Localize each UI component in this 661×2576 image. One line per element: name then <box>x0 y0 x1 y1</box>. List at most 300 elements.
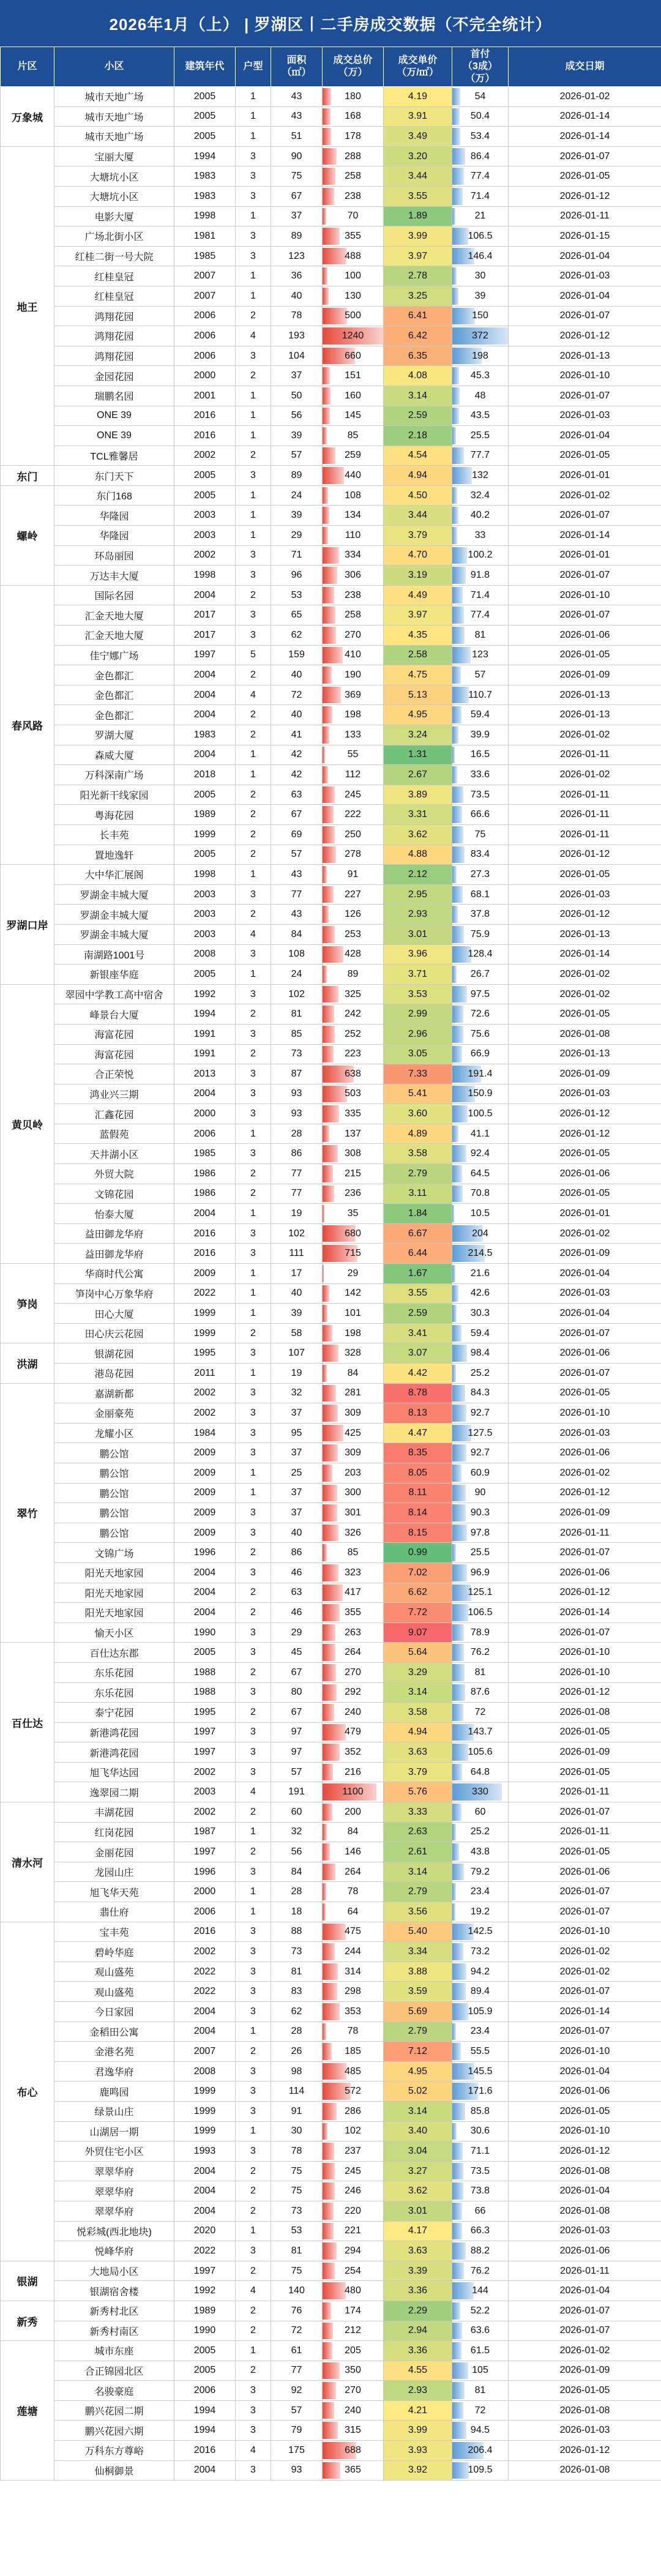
community-cell: 宝丽大厦 <box>54 146 174 166</box>
build-year-cell: 2016 <box>174 1223 236 1244</box>
total-price-cell <box>323 1244 384 1264</box>
down-payment-cell <box>452 1703 509 1723</box>
community-cell: 佳宁娜广场 <box>54 645 174 665</box>
total-price-value: 660 <box>345 350 361 361</box>
total-price-cell <box>323 87 384 107</box>
table-row <box>1 1304 661 1324</box>
down-payment-cell <box>452 1942 509 1962</box>
build-year-cell: 1998 <box>174 865 236 885</box>
community-cell: 君逸华府 <box>54 2061 174 2081</box>
build-year-cell: 2016 <box>174 406 236 426</box>
down-payment-value: 41.1 <box>470 1128 490 1139</box>
layout-cell: 3 <box>236 605 271 625</box>
layout-cell: 1 <box>236 206 271 226</box>
layout-cell: 3 <box>236 1104 271 1124</box>
layout-cell: 3 <box>236 1922 271 1942</box>
total-price-cell <box>323 1164 384 1184</box>
deal-date-cell: 2026-01-12 <box>509 1124 661 1144</box>
total-price-value: 288 <box>345 151 361 162</box>
build-year-cell: 2000 <box>174 1882 236 1902</box>
area-cell: 45 <box>271 1643 323 1663</box>
total-price-value: 178 <box>345 130 361 141</box>
deal-date-cell: 2026-01-05 <box>509 2101 661 2121</box>
down-payment-cell <box>452 1343 509 1364</box>
table-row <box>1 2460 661 2481</box>
down-payment-cell <box>452 1762 509 1782</box>
district-cell: 东门 <box>1 466 54 486</box>
community-cell: 置地逸轩 <box>54 845 174 865</box>
total-price-value: 355 <box>345 230 361 241</box>
table-row <box>1 485 661 506</box>
area-cell: 17 <box>271 1264 323 1284</box>
community-cell: 万科深南广场 <box>54 765 174 785</box>
total-price-cell <box>323 2022 384 2042</box>
community-cell: 万达丰大厦 <box>54 566 174 586</box>
table-row <box>1 146 661 166</box>
layout-cell: 4 <box>236 1782 271 1802</box>
table-row <box>1 1483 661 1503</box>
deal-date-cell: 2026-01-08 <box>509 2201 661 2221</box>
build-year-cell: 1984 <box>174 1423 236 1443</box>
deal-date-cell: 2026-01-07 <box>509 386 661 406</box>
area-cell: 79 <box>271 2421 323 2441</box>
deal-date-cell: 2026-01-11 <box>509 824 661 845</box>
layout-cell: 3 <box>236 1064 271 1085</box>
community-cell: 文锦广场 <box>54 1543 174 1563</box>
unit-price-cell: 4.35 <box>384 625 452 646</box>
total-price-cell <box>323 1204 384 1224</box>
down-payment-cell <box>452 705 509 725</box>
unit-price-cell: 5.02 <box>384 2081 452 2102</box>
community-cell: 鸿业兴三期 <box>54 1084 174 1104</box>
community-cell: 益田御龙华府 <box>54 1244 174 1264</box>
total-price-cell <box>323 2061 384 2081</box>
table-row <box>1 965 661 985</box>
community-cell: 鸿翔花园 <box>54 306 174 326</box>
total-price-cell <box>323 406 384 426</box>
area-cell: 108 <box>271 944 323 965</box>
table-row <box>1 1503 661 1523</box>
deal-date-cell: 2026-01-03 <box>509 2421 661 2441</box>
down-payment-cell <box>452 1742 509 1763</box>
area-cell: 43 <box>271 905 323 925</box>
deal-date-cell: 2026-01-08 <box>509 2400 661 2421</box>
total-price-value: 198 <box>345 709 361 720</box>
total-price-cell <box>323 1283 384 1304</box>
total-price-value: 572 <box>345 2086 361 2097</box>
community-cell: 新港鸿花园 <box>54 1722 174 1742</box>
total-price-value: 323 <box>345 1567 361 1578</box>
total-price-cell <box>323 1622 384 1643</box>
total-price-value: 325 <box>345 988 361 999</box>
layout-cell: 4 <box>236 326 271 346</box>
down-payment-value: 40.2 <box>470 510 490 521</box>
down-payment-cell <box>452 605 509 625</box>
build-year-cell: 2005 <box>174 87 236 107</box>
total-price-cell <box>323 1044 384 1064</box>
table-row <box>1 1543 661 1563</box>
header-district: 片区 <box>1 47 54 87</box>
community-cell: 电影大厦 <box>54 206 174 226</box>
unit-price-cell: 2.59 <box>384 406 452 426</box>
layout-cell: 1 <box>236 1124 271 1144</box>
layout-cell: 3 <box>236 1942 271 1962</box>
down-payment-value: 105.6 <box>468 1747 493 1758</box>
down-payment-value: 64.8 <box>470 1766 490 1777</box>
build-year-cell: 1988 <box>174 1662 236 1682</box>
total-price-cell <box>323 1024 384 1044</box>
deal-date-cell: 2026-01-03 <box>509 266 661 286</box>
community-cell: 罗湖金丰城大厦 <box>54 884 174 905</box>
down-payment-cell <box>452 166 509 187</box>
down-payment-value: 85.8 <box>470 2105 490 2116</box>
down-payment-value: 83.4 <box>470 849 490 860</box>
down-payment-cell <box>452 1463 509 1483</box>
table-row <box>1 905 661 925</box>
build-year-cell: 2005 <box>174 2341 236 2361</box>
community-cell: 城市天地广场 <box>54 106 174 127</box>
table-row <box>1 1583 661 1603</box>
area-cell: 77 <box>271 2361 323 2381</box>
table-row <box>1 1364 661 1384</box>
layout-cell: 3 <box>236 1643 271 1663</box>
district-cell: 地王 <box>1 146 54 466</box>
community-cell: 龙园山庄 <box>54 1862 174 1882</box>
deal-date-cell: 2026-01-04 <box>509 1304 661 1324</box>
build-year-cell: 2022 <box>174 1982 236 2002</box>
deal-date-cell: 2026-01-09 <box>509 1244 661 1264</box>
area-cell: 88 <box>271 1922 323 1942</box>
unit-price-cell: 3.36 <box>384 2341 452 2361</box>
down-payment-value: 81 <box>474 1667 486 1678</box>
deal-date-cell: 2026-01-12 <box>509 2141 661 2162</box>
build-year-cell: 2008 <box>174 2061 236 2081</box>
total-price-value: 314 <box>345 1966 361 1977</box>
area-cell: 24 <box>271 965 323 985</box>
total-price-cell <box>323 1662 384 1682</box>
layout-cell: 2 <box>236 1703 271 1723</box>
community-cell: 蓝假苑 <box>54 1124 174 1144</box>
total-price-cell <box>323 1084 384 1104</box>
area-cell: 37 <box>271 1403 323 1424</box>
community-cell: 新银座华庭 <box>54 965 174 985</box>
table-row <box>1 1024 661 1044</box>
build-year-cell: 2007 <box>174 286 236 306</box>
down-payment-cell <box>452 1124 509 1144</box>
down-payment-value: 73.8 <box>470 2186 490 2197</box>
total-price-value: 89 <box>347 968 359 979</box>
table-row <box>1 2241 661 2261</box>
district-cell: 百仕达 <box>1 1643 54 1802</box>
total-price-cell <box>323 965 384 985</box>
layout-cell: 1 <box>236 2341 271 2361</box>
deal-date-cell: 2026-01-07 <box>509 2321 661 2341</box>
build-year-cell: 1994 <box>174 146 236 166</box>
community-cell: 鹿鸣园 <box>54 2081 174 2102</box>
down-payment-value: 25.2 <box>470 1367 490 1378</box>
table-row <box>1 824 661 845</box>
down-payment-value: 42.6 <box>470 1288 490 1299</box>
total-price-cell <box>323 1643 384 1663</box>
table-row <box>1 87 661 107</box>
down-payment-cell <box>452 984 509 1004</box>
down-payment-value: 39.9 <box>470 729 490 740</box>
down-payment-cell <box>452 2061 509 2081</box>
deal-date-cell: 2026-01-09 <box>509 2361 661 2381</box>
total-price-cell <box>323 1304 384 1324</box>
down-payment-cell <box>452 2002 509 2022</box>
total-price-value: 294 <box>345 2245 361 2256</box>
down-payment-cell <box>452 2381 509 2401</box>
community-cell: 阳光新干线家园 <box>54 785 174 805</box>
total-price-value: 221 <box>345 2225 361 2236</box>
down-payment-value: 78.9 <box>470 1627 490 1638</box>
area-cell: 40 <box>271 1283 323 1304</box>
layout-cell: 3 <box>236 944 271 965</box>
area-cell: 46 <box>271 1603 323 1623</box>
area-cell: 37 <box>271 366 323 386</box>
down-payment-value: 73.5 <box>470 789 490 800</box>
total-price-value: 298 <box>345 1986 361 1997</box>
area-cell: 36 <box>271 266 323 286</box>
total-price-cell <box>323 266 384 286</box>
down-payment-value: 52.2 <box>470 2305 490 2316</box>
community-cell: 山湖居一期 <box>54 2121 174 2141</box>
deal-date-cell: 2026-01-10 <box>509 2121 661 2141</box>
build-year-cell: 2005 <box>174 2361 236 2381</box>
down-payment-value: 30.3 <box>470 1308 490 1319</box>
build-year-cell: 2006 <box>174 346 236 366</box>
total-price-value: 242 <box>345 1009 361 1020</box>
down-payment-cell <box>452 87 509 107</box>
table-row <box>1 1622 661 1643</box>
table-row <box>1 1403 661 1424</box>
unit-price-cell: 1.84 <box>384 1204 452 1224</box>
community-cell: 南湖路1001号 <box>54 944 174 965</box>
area-cell: 75 <box>271 2261 323 2281</box>
layout-cell: 2 <box>236 2181 271 2201</box>
build-year-cell: 1997 <box>174 2261 236 2281</box>
build-year-cell: 1997 <box>174 1842 236 1862</box>
down-payment-cell <box>452 246 509 266</box>
deal-date-cell: 2026-01-08 <box>509 1703 661 1723</box>
area-cell: 40 <box>271 286 323 306</box>
total-price-cell <box>323 1403 384 1424</box>
build-year-cell: 2008 <box>174 944 236 965</box>
deal-date-cell: 2026-01-11 <box>509 206 661 226</box>
total-price-cell <box>323 1503 384 1523</box>
build-year-cell: 1999 <box>174 824 236 845</box>
deal-date-cell: 2026-01-03 <box>509 406 661 426</box>
total-price-cell <box>323 386 384 406</box>
area-cell: 191 <box>271 1782 323 1802</box>
table-row <box>1 845 661 865</box>
table-row <box>1 1762 661 1782</box>
unit-price-cell: 6.42 <box>384 326 452 346</box>
deal-date-cell: 2026-01-02 <box>509 87 661 107</box>
unit-price-cell: 3.29 <box>384 1662 452 1682</box>
down-payment-cell <box>452 466 509 486</box>
total-price-cell <box>323 1583 384 1603</box>
total-price-cell <box>323 2321 384 2341</box>
deal-date-cell: 2026-01-10 <box>509 585 661 605</box>
deal-date-cell: 2026-01-11 <box>509 1782 661 1802</box>
layout-cell: 1 <box>236 1902 271 1922</box>
build-year-cell: 1990 <box>174 2321 236 2341</box>
unit-price-cell: 3.96 <box>384 944 452 965</box>
total-price-value: 142 <box>345 1288 361 1299</box>
district-cell: 笋岗 <box>1 1264 54 1343</box>
total-price-cell <box>323 725 384 745</box>
table-row <box>1 1703 661 1723</box>
area-cell: 39 <box>271 426 323 446</box>
unit-price-cell: 1.89 <box>384 206 452 226</box>
total-price-value: 258 <box>345 171 361 182</box>
down-payment-cell <box>452 1902 509 1922</box>
down-payment-value: 60 <box>474 1806 486 1817</box>
table-row <box>1 446 661 466</box>
layout-cell: 1 <box>236 106 271 127</box>
total-price-cell <box>323 605 384 625</box>
down-payment-value: 105.9 <box>468 2006 493 2017</box>
layout-cell: 2 <box>236 805 271 825</box>
down-payment-value: 94.5 <box>470 2425 490 2436</box>
build-year-cell: 2006 <box>174 2381 236 2401</box>
build-year-cell: 2002 <box>174 1762 236 1782</box>
down-payment-value: 132 <box>472 470 488 481</box>
total-price-value: 198 <box>345 1327 361 1338</box>
community-cell: 百仕达东郡 <box>54 1643 174 1663</box>
total-price-value: 78 <box>347 2026 359 2037</box>
area-cell: 83 <box>271 1982 323 2002</box>
deal-date-cell: 2026-01-07 <box>509 605 661 625</box>
deal-date-cell: 2026-01-05 <box>509 1184 661 1204</box>
total-price-cell <box>323 127 384 147</box>
deal-date-cell: 2026-01-01 <box>509 466 661 486</box>
down-payment-value: 90.3 <box>470 1507 490 1518</box>
down-payment-cell <box>452 645 509 665</box>
layout-cell: 3 <box>236 1862 271 1882</box>
down-payment-value: 110.7 <box>468 689 492 700</box>
total-price-value: 145 <box>345 410 361 421</box>
table-row <box>1 1443 661 1463</box>
community-cell: 阳光天地家园 <box>54 1583 174 1603</box>
area-cell: 40 <box>271 665 323 685</box>
unit-price-cell: 3.60 <box>384 1104 452 1124</box>
down-payment-value: 30 <box>474 271 486 282</box>
community-cell: 宝丰苑 <box>54 1922 174 1942</box>
build-year-cell: 2004 <box>174 665 236 685</box>
deal-date-cell: 2026-01-01 <box>509 545 661 566</box>
total-price-value: 160 <box>345 390 361 401</box>
total-price-cell <box>323 286 384 306</box>
community-cell: 旭飞华达园 <box>54 1762 174 1782</box>
unit-price-cell: 3.24 <box>384 725 452 745</box>
build-year-cell: 2005 <box>174 845 236 865</box>
total-price-value: 440 <box>345 470 361 481</box>
unit-price-cell: 3.44 <box>384 166 452 187</box>
build-year-cell: 1999 <box>174 1304 236 1324</box>
layout-cell: 3 <box>236 1084 271 1104</box>
down-payment-cell <box>452 2121 509 2141</box>
build-year-cell: 1991 <box>174 1024 236 1044</box>
total-price-value: 270 <box>345 629 361 640</box>
community-cell: 新港鸿花园 <box>54 1742 174 1763</box>
build-year-cell: 2005 <box>174 127 236 147</box>
total-price-value: 85 <box>347 1547 359 1558</box>
layout-cell: 3 <box>236 166 271 187</box>
total-price-cell <box>323 446 384 466</box>
down-payment-value: 146.4 <box>468 250 493 261</box>
table-row <box>1 2042 661 2062</box>
build-year-cell: 1988 <box>174 1682 236 1703</box>
total-price-cell <box>323 106 384 127</box>
table-row <box>1 1383 661 1403</box>
down-payment-value: 76.2 <box>470 2265 490 2276</box>
area-cell: 78 <box>271 2141 323 2162</box>
total-price-value: 278 <box>345 849 361 860</box>
unit-price-cell: 5.40 <box>384 1922 452 1942</box>
layout-cell: 3 <box>236 186 271 206</box>
layout-cell: 3 <box>236 146 271 166</box>
total-price-value: 715 <box>345 1248 361 1259</box>
down-payment-value: 63.6 <box>470 2325 490 2336</box>
area-cell: 90 <box>271 146 323 166</box>
deal-date-cell: 2026-01-04 <box>509 246 661 266</box>
layout-cell: 3 <box>236 2381 271 2401</box>
table-row <box>1 1882 661 1902</box>
deal-date-cell: 2026-01-10 <box>509 1662 661 1682</box>
build-year-cell: 1983 <box>174 166 236 187</box>
community-cell: 华隆园 <box>54 526 174 546</box>
area-cell: 40 <box>271 705 323 725</box>
down-payment-value: 23.4 <box>470 2026 490 2037</box>
down-payment-value: 90 <box>474 1487 486 1498</box>
total-price-value: 238 <box>345 589 361 600</box>
total-price-cell <box>323 1343 384 1364</box>
down-payment-value: 81 <box>474 629 486 640</box>
down-payment-cell <box>452 2441 509 2461</box>
down-payment-cell <box>452 1483 509 1503</box>
down-payment-cell <box>452 2201 509 2221</box>
build-year-cell: 2004 <box>174 1583 236 1603</box>
down-payment-cell <box>452 1782 509 1802</box>
community-cell: 罗湖大厦 <box>54 725 174 745</box>
community-cell: 东乐花园 <box>54 1682 174 1703</box>
header-row <box>1 47 661 87</box>
unit-price-cell: 2.58 <box>384 645 452 665</box>
down-payment-cell <box>452 924 509 944</box>
total-price-cell <box>323 426 384 446</box>
deal-date-cell: 2026-01-07 <box>509 1543 661 1563</box>
total-price-value: 480 <box>345 2285 361 2296</box>
community-cell: 金丽豪苑 <box>54 1403 174 1424</box>
down-payment-cell <box>452 1962 509 1982</box>
layout-cell: 2 <box>236 1662 271 1682</box>
area-cell: 77 <box>271 1164 323 1184</box>
community-cell: 田心大厦 <box>54 1304 174 1324</box>
area-cell: 76 <box>271 2301 323 2321</box>
community-cell: 翠园中学教工高中宿舍 <box>54 984 174 1004</box>
total-price-cell <box>323 1064 384 1085</box>
unit-price-cell: 3.14 <box>384 386 452 406</box>
down-payment-cell <box>452 545 509 566</box>
deal-date-cell: 2026-01-07 <box>509 566 661 586</box>
table-row <box>1 1842 661 1862</box>
table-row <box>1 1323 661 1343</box>
community-cell: 红桂二街一号大院 <box>54 246 174 266</box>
layout-cell: 1 <box>236 1264 271 1284</box>
